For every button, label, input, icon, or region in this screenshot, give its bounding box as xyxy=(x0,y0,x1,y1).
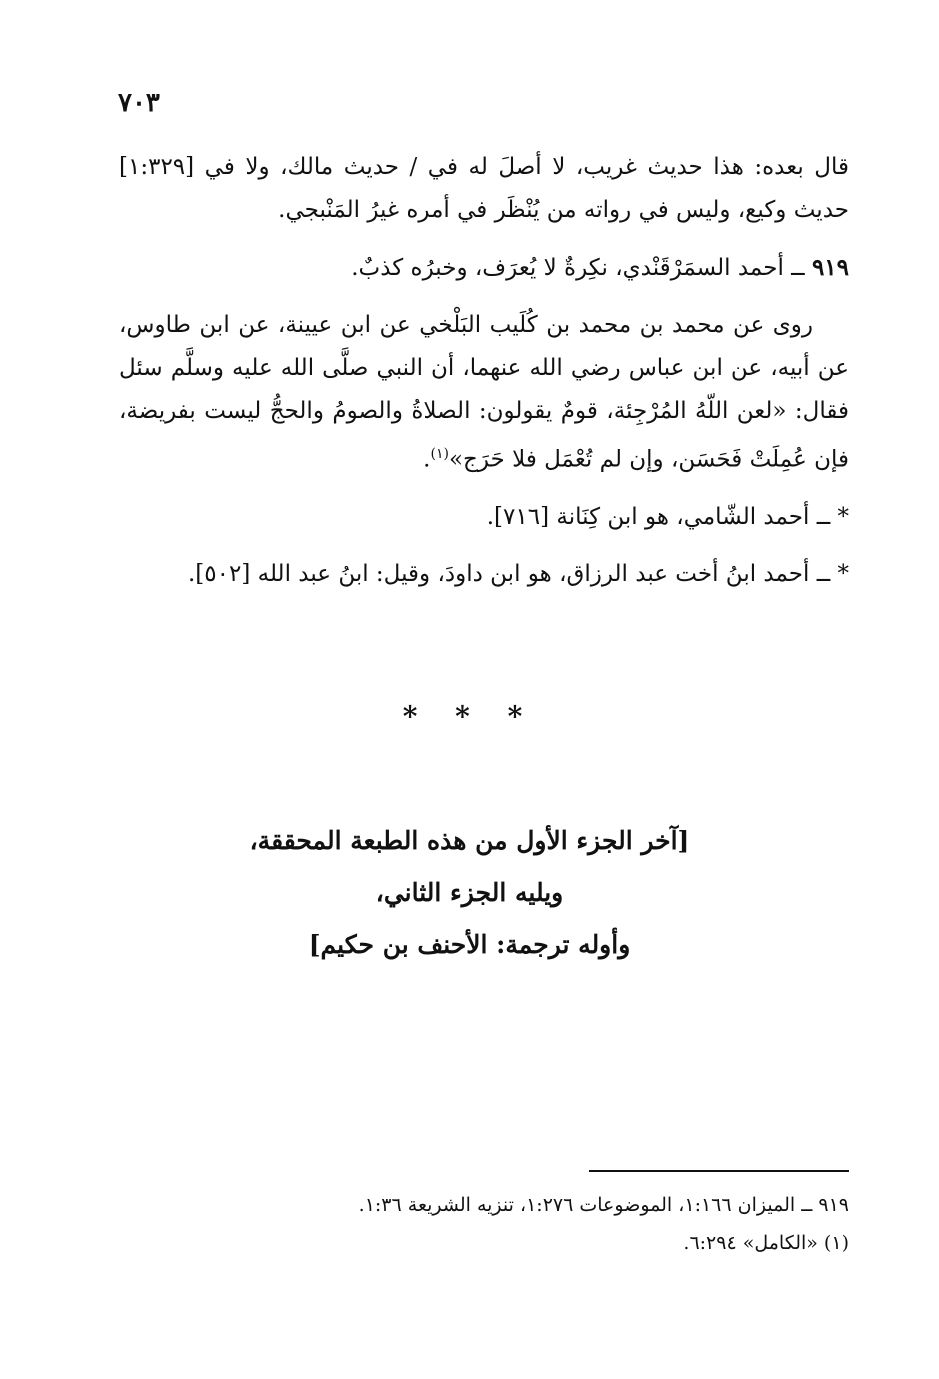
entry-narration xyxy=(119,304,849,482)
narration-end: . xyxy=(423,446,431,473)
cross-reference-entry: * ــ أحمد الشّامي، هو ابن كِنَانة [٧١٦]. xyxy=(486,503,849,530)
end-note-line: وأوله ترجمة: الأحنف بن حكيم] xyxy=(308,930,631,959)
end-note-line: ويليه الجزء الثاني، xyxy=(375,878,564,907)
page-number: ٧٠٣ xyxy=(118,88,160,118)
narration-text: روى عن محمد بن محمد بن كُلَيب البَلْخي عن ابن عيينة، عن ابن طاوس، عن أبيه، عن ابن عباس رضي الله عنهما، أن النبي صلَّى الله عليه وسلَّم سئل فقال: «لعن اللّهُ المُرْجِئة، قومٌ يقولون: الصلاةُ والصومُ والحجُّ ليست بفريضة، فإن عُمِلَتْ فَحَسَن، وإن لم تُعْمَل فلا حَرَج» xyxy=(119,312,849,473)
cross-reference-entry: * ــ أحمد ابنُ أخت عبد الرزاق، هو ابن داودَ، وقيل: ابنُ عبد الله [٥٠٢]. xyxy=(187,560,849,587)
entry-heading xyxy=(119,246,849,290)
footnote-reference: (١) xyxy=(430,446,449,462)
section-separator: * * * xyxy=(402,700,537,733)
footnote: ٩١٩ ــ الميزان ١:١٦٦، الموضوعات ١:٢٧٦، تنزيه الشريعة ١:٣٦. xyxy=(358,1194,849,1216)
paragraph-continuation: قال بعده: هذا حديث غريب، لا أصلَ له في / حديث مالك، ولا في [١:٣٢٩] حديث وكيع، وليس في رواته من يُنْظَر في أمره غيرُ المَنْبجي. xyxy=(119,154,849,223)
entry-number: ٩١٩ xyxy=(811,254,849,281)
main-text xyxy=(119,146,849,610)
footnote: (١) «الكامل» ٦:٢٩٤. xyxy=(683,1232,849,1254)
footnotes xyxy=(119,1186,849,1262)
footnote-divider xyxy=(589,1170,849,1172)
volume-end-note xyxy=(0,815,939,971)
entry-title: ــ أحمد السمَرْقَنْدي، نكِرةٌ لا يُعرَف، وخبرُه كذبٌ. xyxy=(351,255,812,281)
end-note-line: [آخر الجزء الأول من هذه الطبعة المحققة، xyxy=(249,826,690,855)
